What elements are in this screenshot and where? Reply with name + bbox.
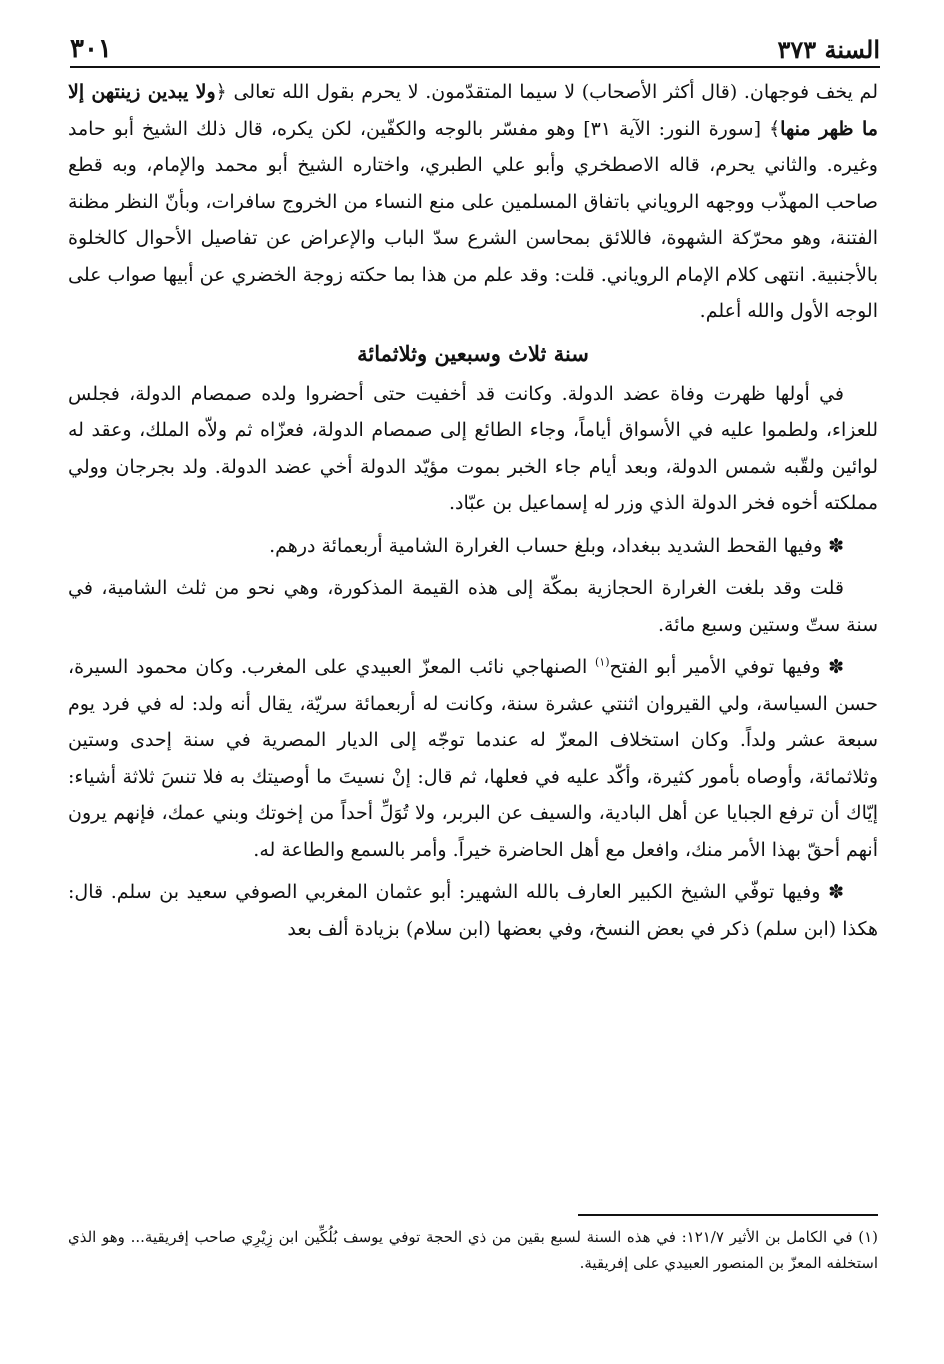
section-title: سنة ثلاث وسبعين وثلاثمائة <box>357 340 589 366</box>
footnote-reference[interactable]: (١) <box>594 655 610 669</box>
paragraph-2: في أولها ظهرت وفاة عضد الدولة. وكانت قد أخفيت حتى أحضروا ولده صمصام الدولة، فجلس للعزاء، ولطموا عليه في الأسواق أياماً، وجاء الطائع إلى صمصام الدولة، فعزّاه ثم ولاّه الملك، وعقد له لوائين ولقّبه شمس الدولة، وبعد أيام جاء الخبر بموت مؤيّد الدولة أخي عضد الدولة. ولد بجرجان وولي مملكته أخوه فخر الدولة الذي وزر له إسماعيل بن عبّاد. <box>68 382 878 514</box>
running-title: السنة ٣٧٣ <box>777 35 880 64</box>
paragraph-1: لم يخف فوجهان. (قال أكثر الأصحاب) لا سيما المتقدّمون. لا يحرم بقول الله تعالى ﴿ولا يبدين زينتهن إلا ما ظهر منها﴾ [سورة النور: الآية ٣١] وهو مفسّر بالوجه والكفّين، لكن يكره، قال ذلك الشيخ أبو حامد وغيره. والثاني يحرم، قاله الاصطخري وأبو علي الطبري، واختاره الشيخ أبو محمد والإمام، وبه قطع صاحب المهذّب ووجهه الروياني باتفاق المسلمين على منع النساء من الخروج سافرات، وبأنّ النظر مظنة الفتنة، وهو محرّكة الشهوة، فاللائق بمحاسن الشرع سدّ الباب والإعراض عن تفاصيل الأحوال كالخلوة بالأجنبية. انتهى كلام الإمام الروياني. قلت: وقد علم من هذا بما حكته زوجة الخضري عن أبيها صواب على الوجه الأول والله أعلم. <box>68 81 878 322</box>
footnote <box>68 1224 878 1276</box>
paragraph-6: ✽ وفيها توفّي الشيخ الكبير العارف بالله الشهير: أبو عثمان المغربي الصوفي سعيد بن سلم. قال: هكذا (ابن سلم) ذكر في بعض النسخ، وفي بعضها (ابن سلام) بزيادة ألف بعد <box>68 881 878 940</box>
footnote-rule <box>578 1214 878 1216</box>
paragraph-5-start: ✽ وفيها توفي الأمير أبو الفتح <box>609 656 845 678</box>
paragraph-5-rest: الصنهاجي نائب المعزّ العبيدي على المغرب. وكان محمود السيرة، حسن السياسة، ولي القيروان اثنتي عشرة سنة، وكانت له أربعمائة سريّة، يقال أنه ولد: له في فرد يوم سبعة عشر ولداً. وكان استخلاف المعزّ له عندما توجّه إلى الديار المصرية في سنة إحدى وستين وثلاثمائة، وأوصاه بأمور كثيرة، وأكّد عليه في فعلها، ثم قال: إنْ نسيتَ ما أوصيتك به فلا تنسَ ثلاثة أشياء: إيّاك أن ترفع الجبايا عن أهل البادية، والسيف عن البربر، ولا تُوَلِّ أحداً من إخوتك وبني عمك، فإنهم يرون أنهم أحقّ بهذا الأمر منك، وافعل مع أهل الحاضرة خيراً. وأمر بالسمع والطاعة له. <box>68 656 878 861</box>
page-header <box>70 24 880 64</box>
paragraph-4: قلت وقد بلغت الغرارة الحجازية بمكّة إلى هذه القيمة المذكورة، وهي نحو من ثلث الشامية، في سنة ستّ وستين وسبع مائة. <box>68 577 878 636</box>
paragraph-5 <box>68 649 878 868</box>
main-text <box>68 74 878 947</box>
footnote-text: (١) في الكامل بن الأثير ١٢١/٧: في هذه السنة لسبع بقين من ذي الحجة توفي يوسف بُلُكِّين ابن زِيْرِي صاحب إفريقية... وهو الذي استخلفه المعزّ بن المنصور العبيدي على إفريقية. <box>68 1228 878 1272</box>
paragraph-3: ✽ وفيها القحط الشديد ببغداد، وبلغ حساب الغرارة الشامية أربعمائة درهم. <box>269 534 844 557</box>
header-rule <box>70 66 880 68</box>
quran-quote: ولا يبدين زينتهن إلا ما ظهر منها <box>68 81 878 140</box>
page-number: ٣٠١ <box>70 34 112 64</box>
